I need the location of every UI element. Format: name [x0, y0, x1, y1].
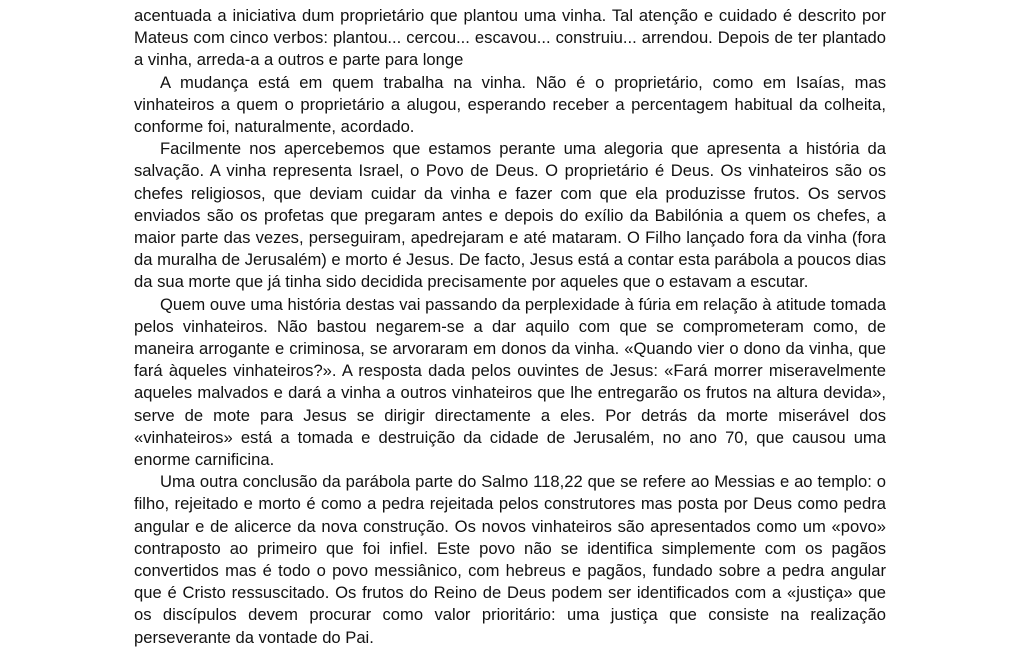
document-page: [134, 5, 886, 649]
paragraph-mudanca: A mudança está em quem trabalha na vinha. Não é o proprietário, como em Isaías, mas vinhateiros a quem o proprietário a alugou, esperando receber a percentagem habitual da colheita, conforme foi, naturalmente, acordado.: [134, 72, 886, 137]
paragraph-perplexidade: Quem ouve uma história destas vai passando da perplexidade à fúria em relação à atitude tomada pelos vinhateiros. Não bastou negarem-se a dar aquilo com que se comprometeram como, de maneira arrogante e criminosa, se arvoraram em donos da vinha. «Quando vier o dono da vinha, que fará àqueles vinhateiros?». A resposta dada pelos ouvintes de Jesus: «Fará morrer miseravelmente aqueles malvados e dará a vinha a outros vinhateiros que lhe entregarão os frutos na altura devida», serve de mote para Jesus se dirigir directamente a eles. Por detrás da morte miserável dos «vinhateiros» está a tomada e destruição da cidade de Jerusalém, no ano 70, que causou uma enorme carnificina.: [134, 294, 886, 470]
paragraph-vinha-intro: acentuada a iniciativa dum proprietário que plantou uma vinha. Tal atenção e cuidado é descrito por Mateus com cinco verbos: plantou... cercou... escavou... construiu... arrendou. Depois de ter plantado a vinha, arreda-a a outros e parte para longe: [134, 6, 886, 70]
paragraph-conclusao: Uma outra conclusão da parábola parte do Salmo 118,22 que se refere ao Messias e ao templo: o filho, rejeitado e morto é como a pedra rejeitada pelos construtores mas posta por Deus como pedra angular e de alicerce da nova construção. Os novos vinhateiros são apresentados como um «povo» contraposto ao primeiro que foi infiel. Este povo não se identifica simplemente com os pagãos convertidos mas é todo o povo messiânico, com hebreus e pagãos, fundado sobre a pedra angular que é Cristo ressuscitado. Os frutos do Reino de Deus podem ser identificados com a «justiça» que os discípulos devem procurar como valor prioritário: uma justiça que consiste na realização perseverante da vontade do Pai.: [134, 472, 886, 647]
paragraph-alegoria: Facilmente nos apercebemos que estamos perante uma alegoria que apresenta a história da salvação. A vinha representa Israel, o Povo de Deus. O proprietário é Deus. Os vinhateiros são os chefes religiosos, que deviam cuidar da vinha e fazer com que ela produzisse frutos. Os servos enviados são os profetas que pregaram antes e depois do exílio da Babilónia a quem os chefes, a maior parte das vezes, perseguiram, apedrejaram e até mataram. O Filho lançado fora da vinha (fora da muralha de Jerusalém) e morto é Jesus. De facto, Jesus está a contar esta parábola a poucos dias da sua morte que já tinha sido decidida precisamente por aqueles que o estavam a escutar.: [134, 139, 886, 292]
